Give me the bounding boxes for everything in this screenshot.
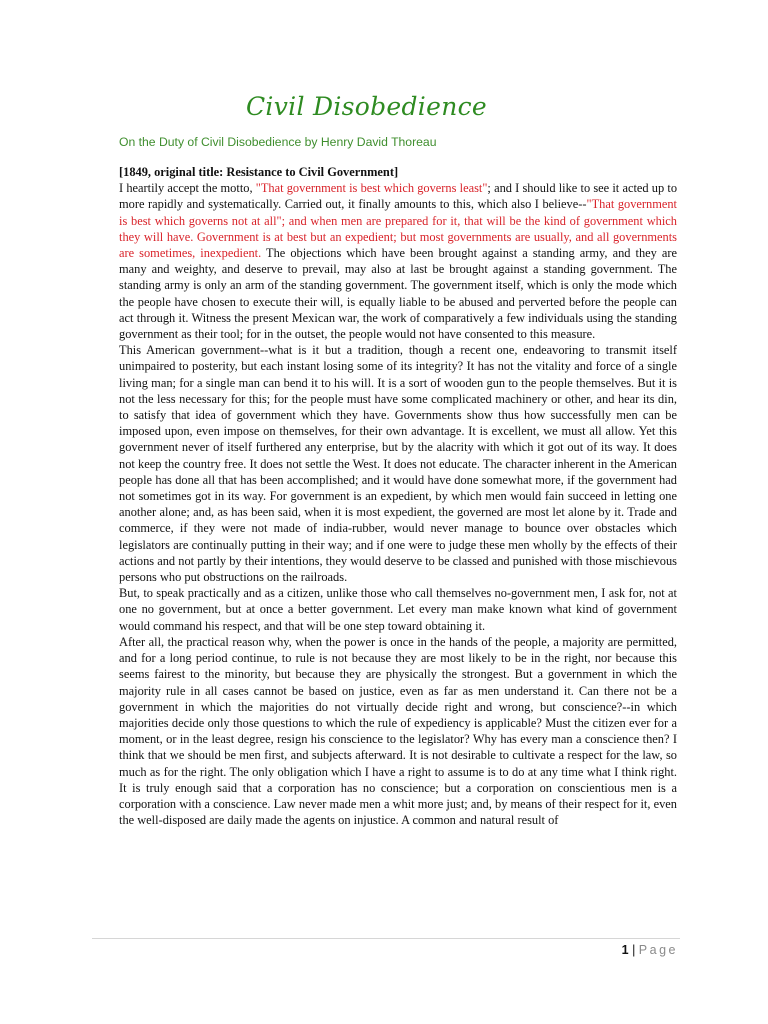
page-separator: | [632, 943, 636, 957]
page-footer [622, 943, 678, 957]
section-heading: [1849, original title: Resistance to Civil Government] [119, 165, 399, 179]
page-label: Page [638, 943, 678, 957]
document-title: Civil Disobedience [246, 92, 487, 121]
paragraph-1-text-e: The objections which have been brought against a standing army, and they are many and weighty, and deserve to prevail, may also at last be brought against a standing government. The standing army is only an arm of the standing government. The government itself, which is only the mode which the people have chosen to execute their will, is equally liable to be abused and perverted before the people can act through it. Witness the present Mexican war, the work of comparatively a few individuals using the standing government as their tool; for in the outset, the people would not have consented to this measure. [119, 246, 678, 342]
paragraph-1-text-c: ; and I should like to see it acted up to more rapidly and systematically. Carried out, it finally amounts to this, which also I believe-- [119, 181, 678, 212]
document-body [119, 164, 677, 828]
paragraph-4: After all, the practical reason why, when the power is once in the hands of the people, a majority are permitted, and for a long period continue, to rule is not because they are most likely to be in the right, nor because this seems fairest to the minority, but because they are physically the strongest. But a government in which the majority rule in all cases cannot be based on justice, even as far as men understand it. Can there not be a government in which the majorities do not virtually decide right and wrong, but conscience?--in which majorities decide only those questions to which the rule of expediency is applicable? Must the citizen ever for a moment, or in the least degree, resign his conscience to the legislator? Why has every man a conscience then? I think that we should be men first, and subjects afterward. It is not desirable to cultivate a respect for the law, so much as for the right. The only obligation which I have a right to assume is to do at any time what I think right. It is truly enough said that a corporation has no conscience; but a corporation on conscientious men is a corporation with a conscience. Law never made men a whit more just; and, by means of their respect for it, even the well-disposed are daily made the agents on injustice. A common and natural result of [119, 634, 677, 828]
paragraph-3: But, to speak practically and as a citizen, unlike those who call themselves no-government men, I ask for, not at one no government, but at once a better government. Let every man make known what kind of government would command his respect, and that will be one step toward obtaining it. [119, 586, 677, 633]
document-subtitle: On the Duty of Civil Disobedience by Henry David Thoreau [119, 135, 437, 149]
footer-divider [92, 938, 680, 939]
paragraph-1 [119, 180, 677, 342]
motto-quote: "That government is best which governs least" [255, 181, 488, 196]
government-quote: "That government is best which governs not at all"; and when men are prepared for it, that will be the kind of government which they will have. Government is at best but an expedient; but most governments are usually, and all governments are sometimes, inexpedient. [119, 197, 678, 261]
page-number: 1 [621, 943, 629, 957]
paragraph-2: This American government--what is it but a tradition, though a recent one, endeavoring to transmit itself unimpaired to posterity, but each instant losing some of its integrity? It has not the vitality and force of a single living man; for a single man can bend it to his will. It is a sort of wooden gun to the people themselves. But it is not the less necessary for this; for the people must have some complicated machinery or other, and hear its din, to satisfy that idea of government which they have. Governments show thus how successfully men can be imposed upon, even impose on themselves, for their own advantage. It is excellent, we must all allow. Yet this government never of itself furthered any enterprise, but by the alacrity with which it got out of its way. It does not keep the country free. It does not settle the West. It does not educate. The character inherent in the American people has done all that has been accomplished; and it would have done somewhat more, if the government had not sometimes got in its way. For government is an expedient, by which men would fain succeed in letting one another alone; and, as has been said, when it is most expedient, the governed are most let alone by it. Trade and commerce, if they were not made of india-rubber, would never manage to bounce over obstacles which legislators are continually putting in their way; and if one were to judge these men wholly by the effects of their actions and not partly by their intentions, they would deserve to be classed and punished with those mischievous persons who put obstructions on the railroads. [119, 343, 677, 585]
paragraph-1-text-a: I heartily accept the motto, [119, 181, 256, 196]
